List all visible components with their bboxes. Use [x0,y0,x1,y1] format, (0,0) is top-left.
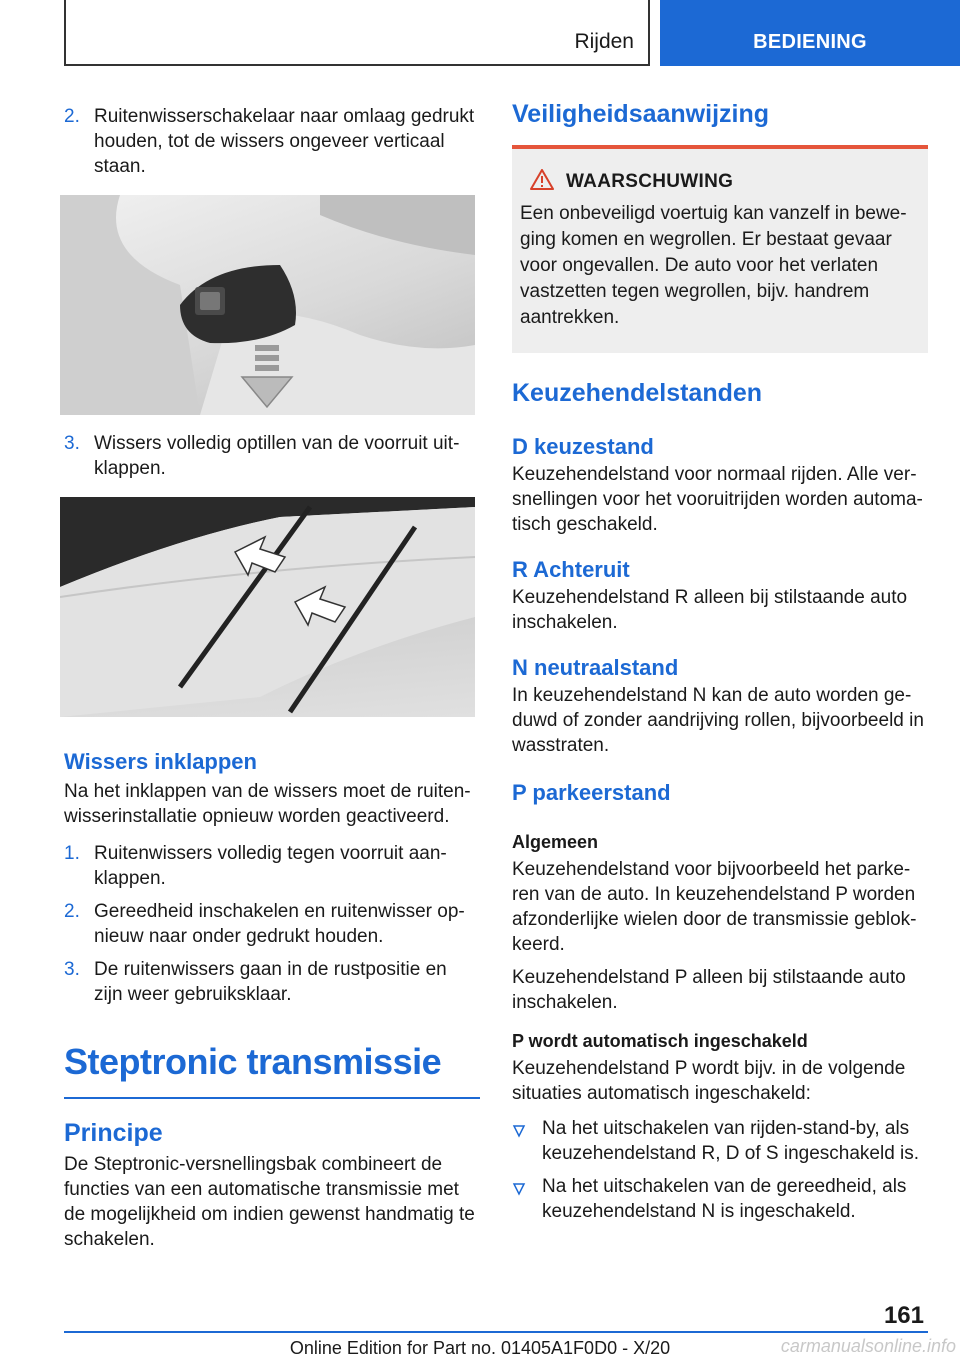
wiper-switch-illustration [60,195,475,415]
d-heading: D keuzestand [512,434,654,459]
wipers-raised-illustration [60,497,475,717]
warning-triangle-icon [530,169,554,195]
heading-rule [64,1097,480,1099]
list-text: Na het uitschakelen van rijden-stand-by, als keuzehendelstand R, D of S ingeschakeld is. [542,1118,920,1164]
list-text: Wissers volledig optillen van de voorruit uitklappen. [94,433,460,479]
list-text: Gereedheid inschakelen en ruitenwisser opnieuw naar onder gedrukt houden. [94,901,465,947]
triangle-bullet-icon [512,1178,526,1203]
list-item [64,957,480,1007]
fold-intro: Na het inklappen van de wissers moet de ruitenwisserinstallatie opnieuw worden geactiveerd. [64,781,471,827]
fold-heading: Wissers inklappen [64,749,257,774]
list-item [512,1116,928,1166]
main-heading: Steptronic transmissie [64,1041,442,1082]
list-item [512,1174,928,1224]
principle-text: De Steptronic-versnellingsbak combineert de functies van een automatische transmissie met de mogelijkheid om indien gewenst handmatig te schakelen. [64,1154,475,1250]
positions-heading: Keuzehendelstanden [512,379,763,407]
p-heading: P parkeerstand [512,780,671,805]
header-chapter-tab [660,0,960,66]
general-text-2: Keuzehendelstand P alleen bij stilstaande auto inschakelen. [512,967,906,1013]
n-text: In keuzehendelstand N kan de auto worden geduwd of zonder aandrijving rollen, bijvoorbeeld in wasstraten. [512,685,924,756]
triangle-bullet-icon [512,1120,526,1145]
general-text-1: Keuzehendelstand voor bijvoorbeeld het parkeren van de auto. In keuzehendelstand P worden afzonderlijke wielen door de transmissie geblokkeerd. [512,859,917,955]
footer-rule [64,1331,928,1333]
r-text: Keuzehendelstand R alleen bij stilstaande auto inschakelen. [512,587,908,633]
auto-text: Keuzehendelstand P wordt bijv. in de volgende situaties automatisch ingeschakeld: [512,1058,906,1104]
header-section-box [64,0,650,66]
list-number: 3. [64,959,80,980]
safety-heading: Veiligheidsaanwijzing [512,100,770,128]
auto-bullet-list [512,1116,928,1224]
d-text: Keuzehendelstand voor normaal rijden. Alle versnellingen voor het vooruitrijden worden automatisch geschakeld. [512,464,923,535]
general-heading: Algemeen [512,832,599,852]
list-text: Ruitenwissers volledig tegen voorruit aanklappen. [94,843,447,889]
warning-box [512,149,928,353]
list-number: 3. [64,433,80,454]
header-chapter-label: BEDIENING [753,31,867,53]
list-item [64,104,480,179]
list-item [64,899,480,949]
watermark: carmanualsonline.info [780,1336,956,1356]
left-column [64,104,480,1252]
header-section-label: Rijden [574,30,634,53]
list-item [64,431,480,481]
page-number: 161 [883,1302,924,1329]
warning-title: WAARSCHUWING [566,171,734,192]
list-text: Na het uitschakelen van de gereedheid, als keuzehendelstand N is ingeschakeld. [542,1176,907,1222]
fold-steps-list [64,841,480,1007]
right-column [512,100,928,1232]
list-number: 2. [64,901,80,922]
list-number: 2. [64,106,80,127]
r-heading: R Achteruit [512,557,630,582]
list-number: 1. [64,843,80,864]
auto-heading: P wordt automatisch ingeschakeld [512,1031,808,1051]
n-heading: N neutraalstand [512,655,679,680]
warning-text: Een onbeveiligd voertuig kan vanzelf in beweging komen en wegrollen. Er bestaat gevaar voor ongevallen. De auto voor het verlaten vastzetten tegen wegrollen, bijv. handrem aantrekken. [520,203,907,328]
warning-title-row [530,169,920,195]
footer-edition: Online Edition for Part no. 01405A1F0D0 - X/20 [289,1338,671,1358]
list-text: De ruitenwissers gaan in de rustpositie en zijn weer gebruiksklaar. [94,959,447,1005]
principle-heading: Principe [64,1119,163,1147]
list-text: Ruitenwisserschakelaar naar omlaag gedrukt houden, tot de wissers ongeveer verticaal staan. [94,106,475,177]
list-item [64,841,480,891]
